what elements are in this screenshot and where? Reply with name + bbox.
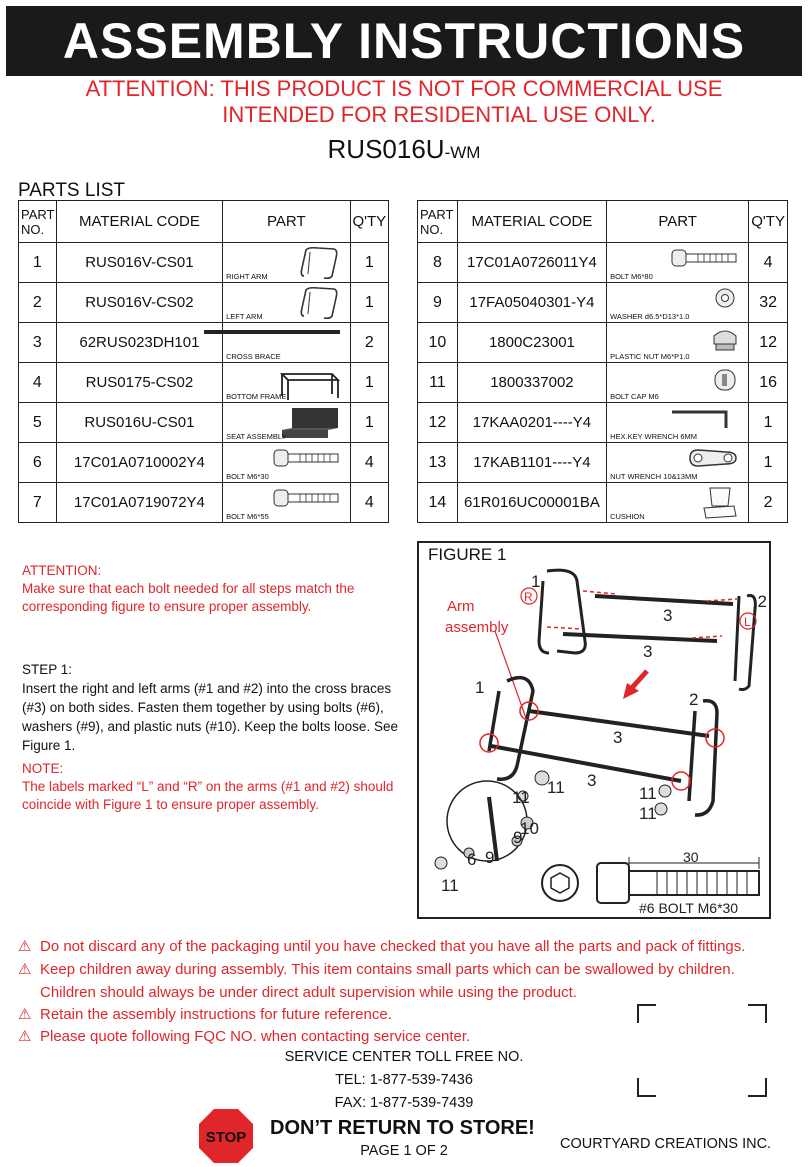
service-center-title: SERVICE CENTER TOLL FREE NO.	[284, 1049, 524, 1065]
part-cell	[607, 403, 749, 443]
warning-2: ⚠ Keep children away during assembly. This item contains small parts which can be swallowed by children.	[18, 959, 735, 981]
table-row	[418, 363, 788, 403]
material-code: 1800337002	[457, 363, 606, 403]
arm-assembly-label-2: assembly	[445, 619, 509, 636]
label-3-top-b: 3	[643, 642, 653, 661]
part-label: SEAT ASSEMBLY	[226, 432, 287, 441]
warning-icon: ⚠	[18, 1006, 32, 1023]
part-qty: 1	[749, 443, 788, 483]
header-part-no: PART NO.	[418, 201, 458, 243]
table-row	[418, 323, 788, 363]
part-qty: 1	[749, 403, 788, 443]
part-no: 11	[418, 363, 458, 403]
table-row	[19, 363, 389, 403]
warning-2b: Children should always be under direct adult supervision while using the product.	[40, 984, 577, 1001]
page-title: ASSEMBLY INSTRUCTIONS	[6, 6, 802, 76]
part-cell	[223, 323, 351, 363]
part-no: 12	[418, 403, 458, 443]
part-cell	[223, 363, 351, 403]
part-label: WASHER d6.5*D13*1.0	[610, 312, 690, 321]
part-cell	[607, 323, 749, 363]
part-cell	[223, 443, 351, 483]
bolt-side-head	[597, 863, 629, 903]
part-cell	[607, 483, 749, 523]
part-qty: 2	[749, 483, 788, 523]
bolt-head-view	[542, 865, 578, 901]
step-text: Insert the right and left arms (#1 and #2) into the cross braces (#3) on both sides. Fasten them together by using bolts (#6), washers (#9), and plastic nuts (#10). Keep the bolts loose. See Figure 1.	[22, 681, 398, 753]
label-1-assembled: 1	[475, 678, 485, 697]
label-2-assembled: 2	[689, 690, 699, 709]
material-code: RUS0175-CS02	[56, 363, 222, 403]
note-title: NOTE:	[22, 761, 64, 776]
parts-table-left	[18, 200, 389, 523]
lr-note	[22, 760, 402, 814]
material-code: 17C01A0719072Y4	[56, 483, 222, 523]
assembled-right-arm	[497, 678, 533, 780]
service-tel: TEL: 1-877-539-7436	[335, 1072, 473, 1088]
model-suffix: -WM	[444, 143, 481, 162]
part-qty: 4	[350, 443, 388, 483]
table-row	[418, 483, 788, 523]
part-no: 6	[19, 443, 57, 483]
part-label: HEX.KEY WRENCH 6MM	[610, 432, 698, 441]
page-number: PAGE 1 OF 2	[360, 1143, 448, 1159]
part-label: CROSS BRACE	[226, 352, 281, 361]
material-code: 62RUS023DH101	[56, 323, 222, 363]
table-row	[19, 483, 389, 523]
table-row	[418, 283, 788, 323]
label-9-a: 9	[513, 828, 523, 847]
part-no: 3	[19, 323, 57, 363]
model-main: RUS016U	[327, 134, 445, 164]
label-3-assembled-b: 3	[587, 771, 597, 790]
bolt-caption: #6 BOLT M6*30	[639, 900, 739, 916]
part-qty: 1	[350, 283, 388, 323]
parts-table-right	[417, 200, 788, 523]
header-material-code: MATERIAL CODE	[56, 201, 222, 243]
part-no: 5	[19, 403, 57, 443]
model-number	[0, 134, 808, 165]
warning-1: ⚠ Do not discard any of the packaging until you have checked that you have all the parts and pack of fittings.	[18, 936, 745, 958]
material-code: 17KAA0201----Y4	[457, 403, 606, 443]
part-qty: 32	[749, 283, 788, 323]
figure-title: FIGURE 1	[428, 545, 507, 564]
part-qty: 1	[350, 363, 388, 403]
label-11-d: 11	[639, 804, 657, 823]
warning-icon: ⚠	[18, 961, 32, 978]
table-row	[19, 443, 389, 483]
label-2-top: 2	[757, 592, 767, 611]
part-no: 10	[418, 323, 458, 363]
part-label: BOLT M6*80	[610, 272, 653, 281]
material-code: RUS016V-CS02	[56, 283, 222, 323]
part-qty: 4	[350, 483, 388, 523]
part-label: BOLT M6*30	[226, 472, 269, 481]
warning-3: ⚠ Retain the assembly instructions for future reference.	[18, 1004, 392, 1026]
material-code: 17C01A0710002Y4	[56, 443, 222, 483]
part-cell	[223, 403, 351, 443]
dont-return-notice: DON’T RETURN TO STORE!	[270, 1117, 535, 1139]
part-qty: 16	[749, 363, 788, 403]
material-code: RUS016V-CS01	[56, 243, 222, 283]
part-no: 14	[418, 483, 458, 523]
figure-1-diagram	[417, 541, 771, 919]
service-fax: FAX: 1-877-539-7439	[334, 1095, 474, 1111]
table-row	[19, 323, 389, 363]
note-text: The labels marked “L” and “R” on the arms (#1 and #2) should coincide with Figure 1 to ensure proper assembly.	[22, 779, 394, 812]
label-11-b: 11	[512, 788, 530, 807]
header-part-no: PART NO.	[19, 201, 57, 243]
part-no: 4	[19, 363, 57, 403]
part-qty: 1	[350, 403, 388, 443]
part-cell	[607, 363, 749, 403]
label-3-assembled-a: 3	[613, 728, 623, 747]
label-11-c: 11	[639, 784, 657, 803]
attention2-title: ATTENTION:	[22, 563, 102, 578]
part-cell	[607, 443, 749, 483]
label-9-b: 9	[485, 848, 495, 867]
fqc-box	[636, 1003, 768, 1098]
part-cell	[223, 243, 351, 283]
part-no: 13	[418, 443, 458, 483]
right-arm-shape	[547, 570, 585, 653]
part-qty: 1	[350, 243, 388, 283]
part-qty: 2	[350, 323, 388, 363]
material-code: 17FA05040301-Y4	[457, 283, 606, 323]
part-label: LEFT ARM	[226, 312, 263, 321]
warning-4: ⚠ Please quote following FQC NO. when contacting service center.	[18, 1026, 470, 1048]
stop-text: STOP	[205, 1129, 247, 1146]
part-no: 7	[19, 483, 57, 523]
part-label: CUSHION	[610, 512, 645, 521]
step-title: STEP 1:	[22, 662, 73, 677]
table-row	[418, 443, 788, 483]
part-cell	[223, 483, 351, 523]
header-material-code: MATERIAL CODE	[457, 201, 606, 243]
warning-icon: ⚠	[18, 1028, 32, 1045]
header-part: PART	[607, 201, 749, 243]
part-no: 1	[19, 243, 57, 283]
part-label: BOLT M6*55	[226, 512, 269, 521]
table-row	[19, 243, 389, 283]
left-arm-shape	[739, 596, 755, 690]
material-code: RUS016U-CS01	[56, 403, 222, 443]
part-qty: 4	[749, 243, 788, 283]
label-1-top: 1	[531, 572, 541, 591]
table-row	[19, 283, 389, 323]
table-row	[418, 243, 788, 283]
part-label: BOTTOM FRAME	[226, 392, 287, 401]
bolt-shaft	[629, 871, 759, 895]
label-11-a: 11	[547, 778, 565, 797]
material-code: 61R016UC00001BA	[457, 483, 606, 523]
part-no: 9	[418, 283, 458, 323]
attention-line-1: ATTENTION: THIS PRODUCT IS NOT FOR COMMERCIAL USE	[85, 76, 723, 101]
label-6: 6	[467, 850, 477, 869]
part-cell	[223, 283, 351, 323]
attention2-text: Make sure that each bolt needed for all steps match the corresponding figure to ensure proper assembly.	[22, 581, 355, 614]
table-row	[418, 403, 788, 443]
company-name: COURTYARD CREATIONS INC.	[560, 1136, 772, 1152]
part-qty: 12	[749, 323, 788, 363]
table-row	[19, 403, 389, 443]
part-cell	[607, 283, 749, 323]
dimension-label: 30	[683, 849, 699, 865]
part-no: 2	[19, 283, 57, 323]
material-code: 1800C23001	[457, 323, 606, 363]
part-label: RIGHT ARM	[226, 272, 268, 281]
part-no: 8	[418, 243, 458, 283]
header-qty: Q'TY	[350, 201, 388, 243]
material-code: 17KAB1101----Y4	[457, 443, 606, 483]
label-L: L	[744, 615, 751, 629]
step-1	[22, 660, 400, 755]
part-label: PLASTIC NUT M6*P1.0	[610, 352, 690, 361]
arm-assembly-label-1: Arm	[447, 598, 475, 615]
parts-list-title: PARTS LIST	[18, 180, 125, 201]
commercial-use-warning	[0, 76, 808, 128]
label-R: R	[524, 590, 533, 604]
attention-line-2: INTENDED FOR RESIDENTIAL USE ONLY.	[222, 102, 656, 127]
label-3-top-a: 3	[663, 606, 673, 625]
label-11-e: 11	[441, 876, 459, 895]
part-cell	[607, 243, 749, 283]
part-label: NUT WRENCH 10&13MM	[610, 472, 698, 481]
assembled-left-arm	[695, 701, 717, 815]
header-part: PART	[223, 201, 351, 243]
cross-brace-top	[595, 596, 733, 604]
bolt-attention-note	[22, 562, 402, 616]
label-10: 10	[520, 819, 539, 838]
material-code: 17C01A0726011Y4	[457, 243, 606, 283]
part-label: BOLT CAP M6	[610, 392, 659, 401]
header-qty: Q'TY	[749, 201, 788, 243]
warning-icon: ⚠	[18, 938, 32, 955]
